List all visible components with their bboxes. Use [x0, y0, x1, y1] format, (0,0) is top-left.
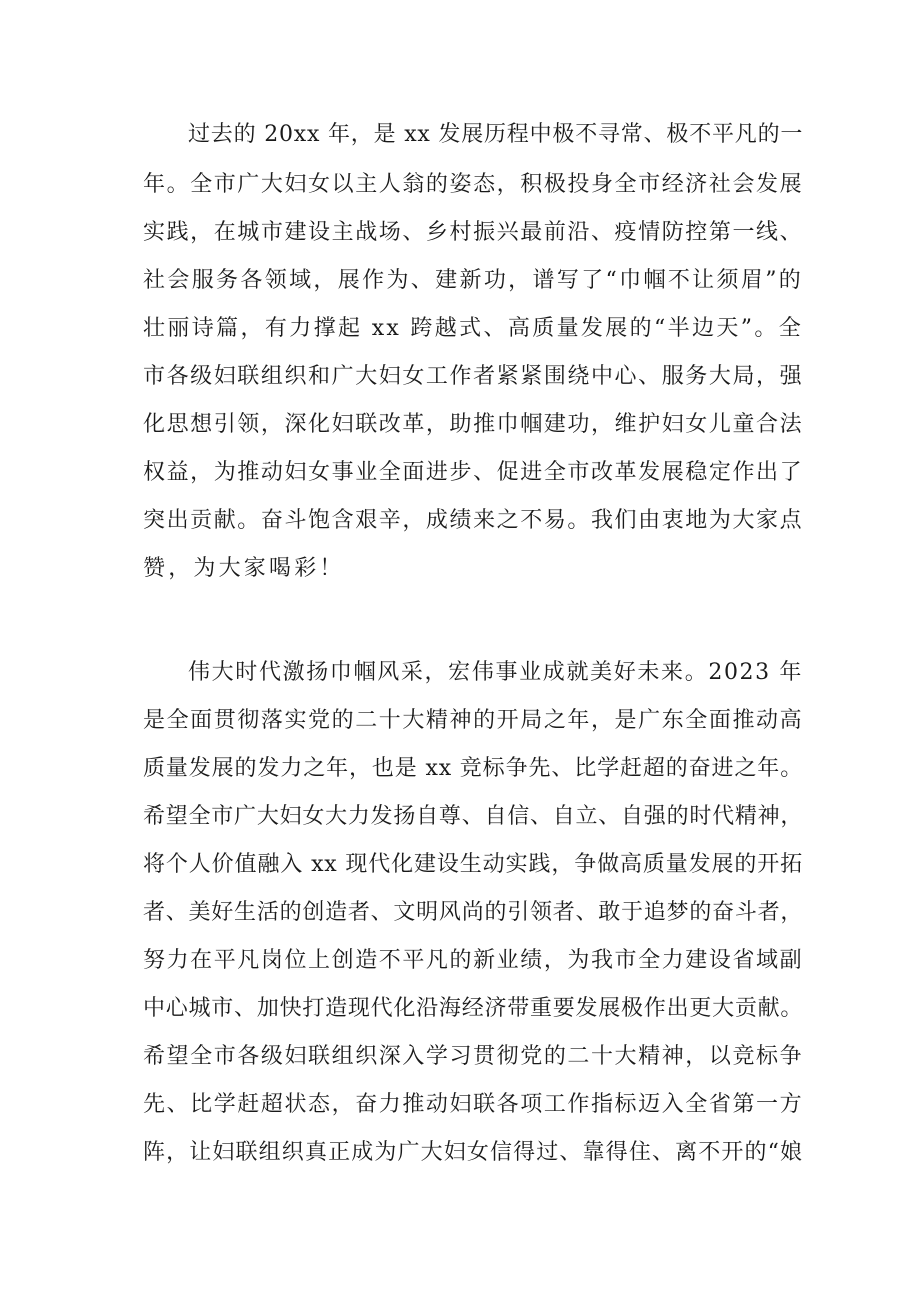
paragraph-line: 者、美好生活的创造者、文明风尚的引领者、敢于追梦的奋斗者， [143, 900, 803, 925]
paragraph-line: 壮丽诗篇，有力撑起 xx 跨越式、高质量发展的“半边天”。全 [143, 316, 803, 341]
paragraph-line: 实践，在城市建设主战场、乡村振兴最前沿、疫情防控第一线、 [143, 220, 803, 245]
paragraph-line: 权益，为推动妇女事业全面进步、促进全市改革发展稳定作出了 [143, 460, 803, 485]
paragraph-line: 赞，为大家喝彩！ [143, 556, 345, 581]
paragraph-line: 希望全市各级妇联组织深入学习贯彻党的二十大精神，以竞标争 [143, 1044, 803, 1069]
paragraph-line: 努力在平凡岗位上创造不平凡的新业绩，为我市全力建设省域副 [143, 948, 803, 973]
paragraph-line: 过去的 20xx 年，是 xx 发展历程中极不寻常、极不平凡的一 [188, 122, 804, 147]
paragraph-line: 将个人价值融入 xx 现代化建设生动实践，争做高质量发展的开拓 [143, 852, 803, 877]
paragraph-line: 市各级妇联组织和广大妇女工作者紧紧围绕中心、服务大局，强 [143, 364, 803, 389]
paragraph-line: 质量发展的发力之年，也是 xx 竞标争先、比学赶超的奋进之年。 [143, 756, 803, 781]
paragraph-line: 社会服务各领域，展作为、建新功，谱写了“巾帼不让须眉”的 [143, 268, 803, 293]
paragraph-line: 希望全市广大妇女大力发扬自尊、自信、自立、自强的时代精神， [143, 804, 803, 829]
paragraph-line: 化思想引领，深化妇联改革，助推巾帼建功，维护妇女儿童合法 [143, 412, 803, 437]
paragraph-line: 先、比学赶超状态，奋力推动妇联各项工作指标迈入全省第一方 [143, 1092, 803, 1117]
paragraph-line: 突出贡献。奋斗饱含艰辛，成绩来之不易。我们由衷地为大家点 [143, 508, 803, 533]
paragraph-line: 伟大时代激扬巾帼风采，宏伟事业成就美好未来。2023 年 [188, 660, 803, 685]
paragraph-line: 是全面贯彻落实党的二十大精神的开局之年，是广东全面推动高 [143, 708, 803, 733]
paragraph-line: 阵，让妇联组织真正成为广大妇女信得过、靠得住、离不开的“娘 [143, 1140, 803, 1165]
paragraph-line: 中心城市、加快打造现代化沿海经济带重要发展极作出更大贡献。 [143, 996, 803, 1021]
paragraph-line: 年。全市广大妇女以主人翁的姿态，积极投身全市经济社会发展 [143, 172, 803, 197]
